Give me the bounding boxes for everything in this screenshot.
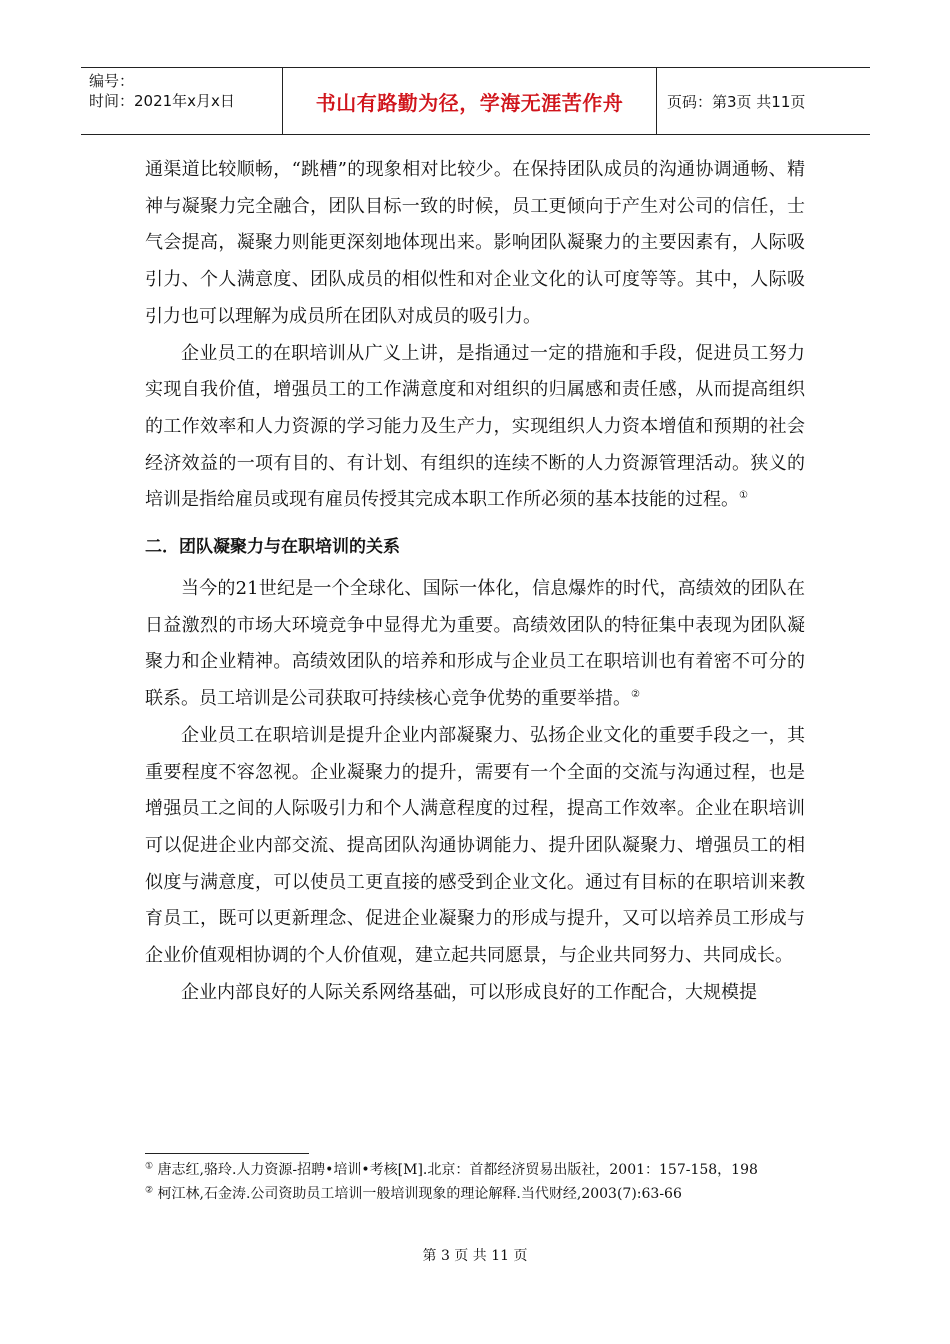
footnote-2	[145, 1182, 815, 1206]
page-header	[81, 67, 870, 135]
header-date-label: 时间：2021年x月x日	[89, 92, 235, 110]
footnote-text-2: 柯江林,石金涛.公司资助员工培训一般培训现象的理论解释.当代财经,2003(7):63-66	[153, 1186, 682, 1202]
footnote-1	[145, 1158, 815, 1182]
header-page-label: 页码：第3页 共11页	[667, 92, 806, 111]
section-heading: 二．团队凝聚力与在职培训的关系	[145, 537, 400, 558]
paragraph-3: 当今的21世纪是一个全球化、国际一体化，信息爆炸的时代，高绩效的团队在日益激烈的市场大环境竞争中显得尤为重要。高绩效团队的特征集中表现为团队凝聚力和企业精神。高绩效团队的培养和形成与企业员工在职培训也有着密不可分的联系。员工培训是公司获取可持续核心竞争优势的重要举措。②	[145, 578, 805, 710]
paragraph-1: 通渠道比较顺畅，“跳槽”的现象相对比较少。在保持团队成员的沟通协调通畅、精神与凝聚力完全融合，团队目标一致的时候，员工更倾向于产生对公司的信任，士气会提高，凝聚力则能更深刻地体现出来。影响团队凝聚力的主要因素有，人际吸引力、个人满意度、团队成员的相似性和对企业文化的认可度等等。其中，人际吸引力也可以理解为成员所在团队对成员的吸引力。	[145, 159, 805, 327]
document-body	[145, 152, 805, 1011]
paragraph-4: 企业员工在职培训是提升企业内部凝聚力、弘扬企业文化的重要手段之一，其重要程度不容忽视。企业凝聚力的提升，需要有一个全面的交流与沟通过程，也是增强员工之间的人际吸引力和个人满意程度的过程，提高工作效率。企业在职培训可以促进企业内部交流、提高团队沟通协调能力、提升团队凝聚力、增强员工的相似度与满意度，可以使员工更直接的感受到企业文化。通过有目标的在职培训来教育员工，既可以更新理念、促进企业凝聚力的形成与提升，又可以培养员工形成与企业价值观相协调的个人价值观，建立起共同愿景，与企业共同努力、共同成长。	[145, 724, 805, 967]
header-meta	[81, 68, 283, 134]
footnote-ref-1[interactable]: ①	[739, 490, 748, 502]
footnote-divider	[145, 1153, 309, 1154]
header-motto: 书山有路勤为径，学海无涯苦作舟	[315, 90, 624, 115]
paragraph-2: 企业员工的在职培训从广义上讲，是指通过一定的措施和手段，促进员工努力实现自我价值，增强员工的工作满意度和对组织的归属感和责任感，从而提高组织的工作效率和人力资源的学习能力及生产力，实现组织人力资本增值和预期的社会经济效益的一项有目的、有计划、有组织的连续不断的人力资源管理活动。狭义的培训是指给雇员或现有雇员传授其完成本职工作所必须的基本技能的过程。①	[145, 342, 805, 511]
footnotes	[145, 1158, 815, 1206]
header-number-label: 编号：	[89, 72, 135, 90]
footnote-mark-1: ①	[145, 1161, 154, 1172]
footnote-text-1: 唐志红,骆玲.人力资源-招聘•培训•考核[M].北京：首都经济贸易出版社，2001：157-158，198	[153, 1162, 758, 1178]
paragraph-5: 企业内部良好的人际关系网络基础，可以形成良好的工作配合，大规模提	[181, 981, 757, 1003]
footnote-mark-2: ②	[145, 1185, 154, 1196]
footnote-ref-2[interactable]: ②	[631, 689, 640, 701]
page-number: 第 3 页 共 11 页	[422, 1248, 528, 1264]
header-motto-cell	[283, 68, 657, 134]
